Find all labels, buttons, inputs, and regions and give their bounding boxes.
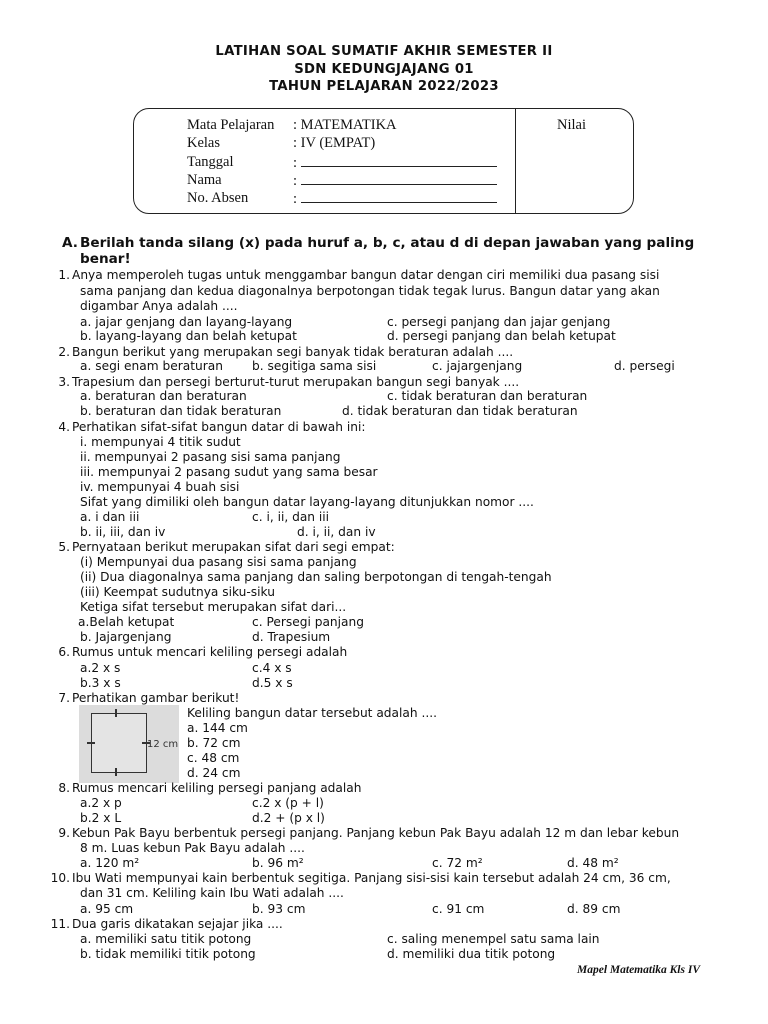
q9-option-b[interactable]: b. 96 m² — [252, 856, 304, 870]
q4-text: Perhatikan sifat-sifat bangun datar di bawah ini: — [72, 420, 366, 434]
q11-option-d[interactable]: d. memiliki dua titik potong — [387, 947, 556, 961]
q5-statement: (iii) Keempat sudutnya siku-siku — [80, 585, 275, 599]
q5-statement: (i) Mempunyai dua pasang sisi sama panjang — [80, 555, 357, 569]
q10-text: dan 31 cm. Keliling kain Ibu Wati adalah .... — [80, 886, 344, 900]
q11-option-a[interactable]: a. memiliki satu titik potong — [80, 932, 252, 946]
q4-option-b[interactable]: b. ii, iii, dan iv — [80, 525, 166, 539]
q9-option-a[interactable]: a. 120 m² — [80, 856, 140, 870]
absen-colon: : — [293, 191, 298, 207]
q4-option-d[interactable]: d. i, ii, dan iv — [297, 525, 376, 539]
q1-text: sama panjang dan kedua diagonalnya berpotongan tidak tegak lurus. Bangun datar yang akan — [80, 284, 660, 298]
q10-number: 10. — [50, 871, 70, 885]
q7-option-b[interactable]: b. 72 cm — [187, 736, 241, 750]
q11-number: 11. — [50, 917, 70, 931]
q7-text: Keliling bangun datar tersebut adalah .... — [187, 706, 437, 720]
q5-number: 5. — [58, 540, 70, 554]
q4-statement: ii. mempunyai 2 pasang sisi sama panjang — [80, 450, 341, 464]
q8-text: Rumus mencari keliling persegi panjang adalah — [72, 781, 362, 795]
square-side-label: 12 cm — [147, 739, 179, 750]
q6-option-a[interactable]: a.2 x s — [80, 661, 121, 675]
q4-option-a[interactable]: a. i dan iii — [80, 510, 140, 524]
q1-number: 1. — [58, 268, 70, 282]
name-blank[interactable] — [301, 172, 497, 185]
q10-option-b[interactable]: b. 93 cm — [252, 902, 306, 916]
q1-option-a[interactable]: a. jajar genjang dan layang-layang — [80, 315, 293, 329]
q7-option-d[interactable]: d. 24 cm — [187, 766, 241, 780]
square-tick-bottom — [115, 768, 117, 776]
section-instruction-cont: benar! — [80, 251, 131, 267]
q7-option-c[interactable]: c. 48 cm — [187, 751, 240, 765]
q3-number: 3. — [58, 375, 70, 389]
name-field[interactable] — [293, 172, 497, 190]
subject-value: : MATEMATIKA — [293, 117, 397, 133]
q8-option-c[interactable]: c.2 x (p + l) — [252, 796, 324, 810]
q9-option-c[interactable]: c. 72 m² — [432, 856, 483, 870]
q11-text: Dua garis dikatakan sejajar jika .... — [72, 917, 283, 931]
q5-statement: (ii) Dua diagonalnya sama panjang dan saling berpotongan di tengah-tengah — [80, 570, 552, 584]
date-blank[interactable] — [301, 154, 497, 167]
q7-number: 7. — [58, 691, 70, 705]
q5-option-d[interactable]: d. Trapesium — [252, 630, 331, 644]
date-field[interactable] — [293, 154, 497, 172]
q7-text: Perhatikan gambar berikut! — [72, 691, 240, 705]
q6-option-c[interactable]: c.4 x s — [252, 661, 292, 675]
q5-option-a[interactable]: a.Belah ketupat — [78, 615, 175, 629]
subject-label: Mata Pelajaran — [187, 117, 275, 133]
q3-option-d[interactable]: d. tidak beraturan dan tidak beraturan — [342, 404, 578, 418]
school-year: TAHUN PELAJARAN 2022/2023 — [269, 79, 499, 94]
q2-option-b[interactable]: b. segitiga sama sisi — [252, 359, 377, 373]
square-tick-top — [115, 709, 117, 717]
q3-option-c[interactable]: c. tidak beraturan dan beraturan — [387, 389, 588, 403]
q9-text: Kebun Pak Bayu berbentuk persegi panjang. Panjang kebun Pak Bayu adalah 12 m dan lebar kebun — [72, 826, 680, 840]
q9-number: 9. — [58, 826, 70, 840]
section-instruction: Berilah tanda silang (x) pada huruf a, b, c, atau d di depan jawaban yang paling — [80, 235, 695, 251]
q2-text: Bangun berikut yang merupakan segi banyak tidak beraturan adalah .... — [72, 345, 514, 359]
q10-option-c[interactable]: c. 91 cm — [432, 902, 485, 916]
q11-option-c[interactable]: c. saling menempel satu sama lain — [387, 932, 600, 946]
q9-option-d[interactable]: d. 48 m² — [567, 856, 619, 870]
q10-option-a[interactable]: a. 95 cm — [80, 902, 134, 916]
score-label: Nilai — [557, 117, 586, 133]
q4-number: 4. — [58, 420, 70, 434]
q1-option-d[interactable]: d. persegi panjang dan belah ketupat — [387, 329, 616, 343]
class-label: Kelas — [187, 135, 221, 151]
q5-text: Pernyataan berikut merupakan sifat dari segi empat: — [72, 540, 395, 554]
page-footer: Mapel Matematika Kls IV — [577, 964, 700, 976]
q9-text: 8 m. Luas kebun Pak Bayu adalah .... — [80, 841, 305, 855]
square-shape — [91, 713, 147, 773]
q1-text: digambar Anya adalah .... — [80, 299, 238, 313]
q8-option-a[interactable]: a.2 x p — [80, 796, 122, 810]
q5-option-c[interactable]: c. Persegi panjang — [252, 615, 364, 629]
q2-option-a[interactable]: a. segi enam beraturan — [80, 359, 223, 373]
q6-number: 6. — [58, 645, 70, 659]
q6-option-d[interactable]: d.5 x s — [252, 676, 293, 690]
absen-label: No. Absen — [187, 190, 249, 206]
date-colon: : — [293, 155, 298, 171]
q1-option-c[interactable]: c. persegi panjang dan jajar genjang — [387, 315, 611, 329]
absen-blank[interactable] — [301, 190, 497, 203]
name-label: Nama — [187, 172, 222, 188]
q5-text: Ketiga sifat tersebut merupakan sifat dari... — [80, 600, 347, 614]
name-colon: : — [293, 173, 298, 189]
q1-text: Anya memperoleh tugas untuk menggambar bangun datar dengan ciri memiliki dua pasang sisi — [72, 268, 660, 282]
q3-option-a[interactable]: a. beraturan dan beraturan — [80, 389, 247, 403]
q7-option-a[interactable]: a. 144 cm — [187, 721, 248, 735]
square-tick-left — [87, 742, 95, 744]
q2-option-d[interactable]: d. persegi — [614, 359, 675, 373]
q8-option-d[interactable]: d.2 + (p x l) — [252, 811, 325, 825]
q4-statement: iii. mempunyai 2 pasang sudut yang sama besar — [80, 465, 378, 479]
q5-option-b[interactable]: b. Jajargenjang — [80, 630, 172, 644]
school-name: SDN KEDUNGJAJANG 01 — [294, 62, 474, 77]
doc-title: LATIHAN SOAL SUMATIF AKHIR SEMESTER II — [215, 44, 553, 59]
q2-number: 2. — [58, 345, 70, 359]
q4-option-c[interactable]: c. i, ii, dan iii — [252, 510, 330, 524]
q3-option-b[interactable]: b. beraturan dan tidak beraturan — [80, 404, 282, 418]
info-divider — [515, 109, 516, 213]
q4-statement: i. mempunyai 4 titik sudut — [80, 435, 241, 449]
q8-number: 8. — [58, 781, 70, 795]
q3-text: Trapesium dan persegi berturut-turut merupakan bangun segi banyak .... — [72, 375, 520, 389]
q4-text: Sifat yang dimiliki oleh bangun datar layang-layang ditunjukkan nomor .... — [80, 495, 534, 509]
square-figure — [79, 705, 179, 783]
section-letter: A. — [62, 235, 78, 251]
q6-option-b[interactable]: b.3 x s — [80, 676, 121, 690]
absen-field[interactable] — [293, 190, 497, 208]
q10-option-d[interactable]: d. 89 cm — [567, 902, 621, 916]
date-label: Tanggal — [187, 154, 234, 170]
q1-option-b[interactable]: b. layang-layang dan belah ketupat — [80, 329, 297, 343]
q6-text: Rumus untuk mencari keliling persegi adalah — [72, 645, 348, 659]
q2-option-c[interactable]: c. jajargenjang — [432, 359, 523, 373]
q11-option-b[interactable]: b. tidak memiliki titik potong — [80, 947, 256, 961]
q4-statement: iv. mempunyai 4 buah sisi — [80, 480, 240, 494]
class-value: : IV (EMPAT) — [293, 135, 376, 151]
q10-text: Ibu Wati mempunyai kain berbentuk segitiga. Panjang sisi-sisi kain tersebut adalah 24 cm, 36 cm, — [72, 871, 671, 885]
q8-option-b[interactable]: b.2 x L — [80, 811, 122, 825]
